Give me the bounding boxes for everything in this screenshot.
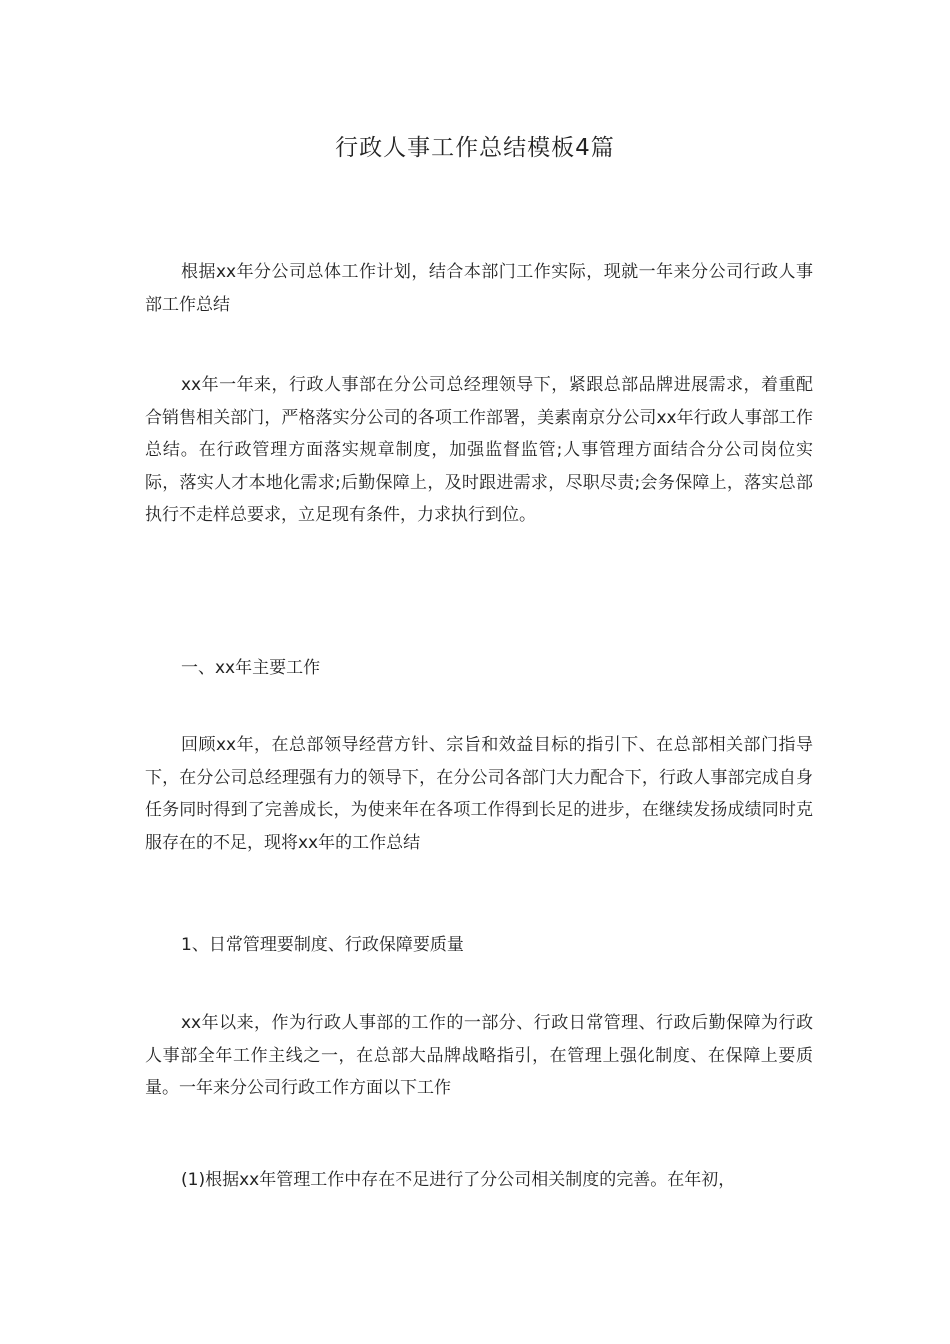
- paragraph-intro: 根据xx年分公司总体工作计划，结合本部门工作实际，现就一年来分公司行政人事部工作总结: [145, 262, 813, 315]
- paragraph-review: 回顾xx年，在总部领导经营方针、宗旨和效益目标的指引下、在总部相关部门指导下，在分公司总经理强有力的领导下，在分公司各部门大力配合下，行政人事部完成自身任务同时得到了完善成长，为使来年在各项工作得到长足的进步，在继续发扬成绩同时克服存在的不足，现将xx年的工作总结: [145, 735, 813, 853]
- paragraph-overview: xx年一年来，行政人事部在分公司总经理领导下，紧跟总部品牌进展需求，着重配合销售相关部门，严格落实分公司的各项工作部署，美素南京分公司xx年行政人事部工作总结。在行政管理方面落实规章制度，加强监督监管;人事管理方面结合分公司岗位实际，落实人才本地化需求;后勤保障上，及时跟进需求，尽职尽责;会务保障上，落实总部执行不走样总要求，立足现有条件，力求执行到位。: [145, 375, 813, 526]
- document-title: 行政人事工作总结模板4篇: [335, 135, 615, 161]
- paragraph-item-1: (1)根据xx年管理工作中存在不足进行了分公司相关制度的完善。在年初，: [181, 1170, 736, 1190]
- section-heading-main-work: 一、xx年主要工作: [181, 658, 321, 678]
- paragraph-admin-work: xx年以来，作为行政人事部的工作的一部分、行政日常管理、行政后勤保障为行政人事部全年工作主线之一，在总部大品牌战略指引，在管理上强化制度、在保障上要质量。一年来分公司行政工作方面以下工作: [145, 1013, 813, 1099]
- subsection-heading-daily-management: 1、日常管理要制度、行政保障要质量: [181, 935, 464, 955]
